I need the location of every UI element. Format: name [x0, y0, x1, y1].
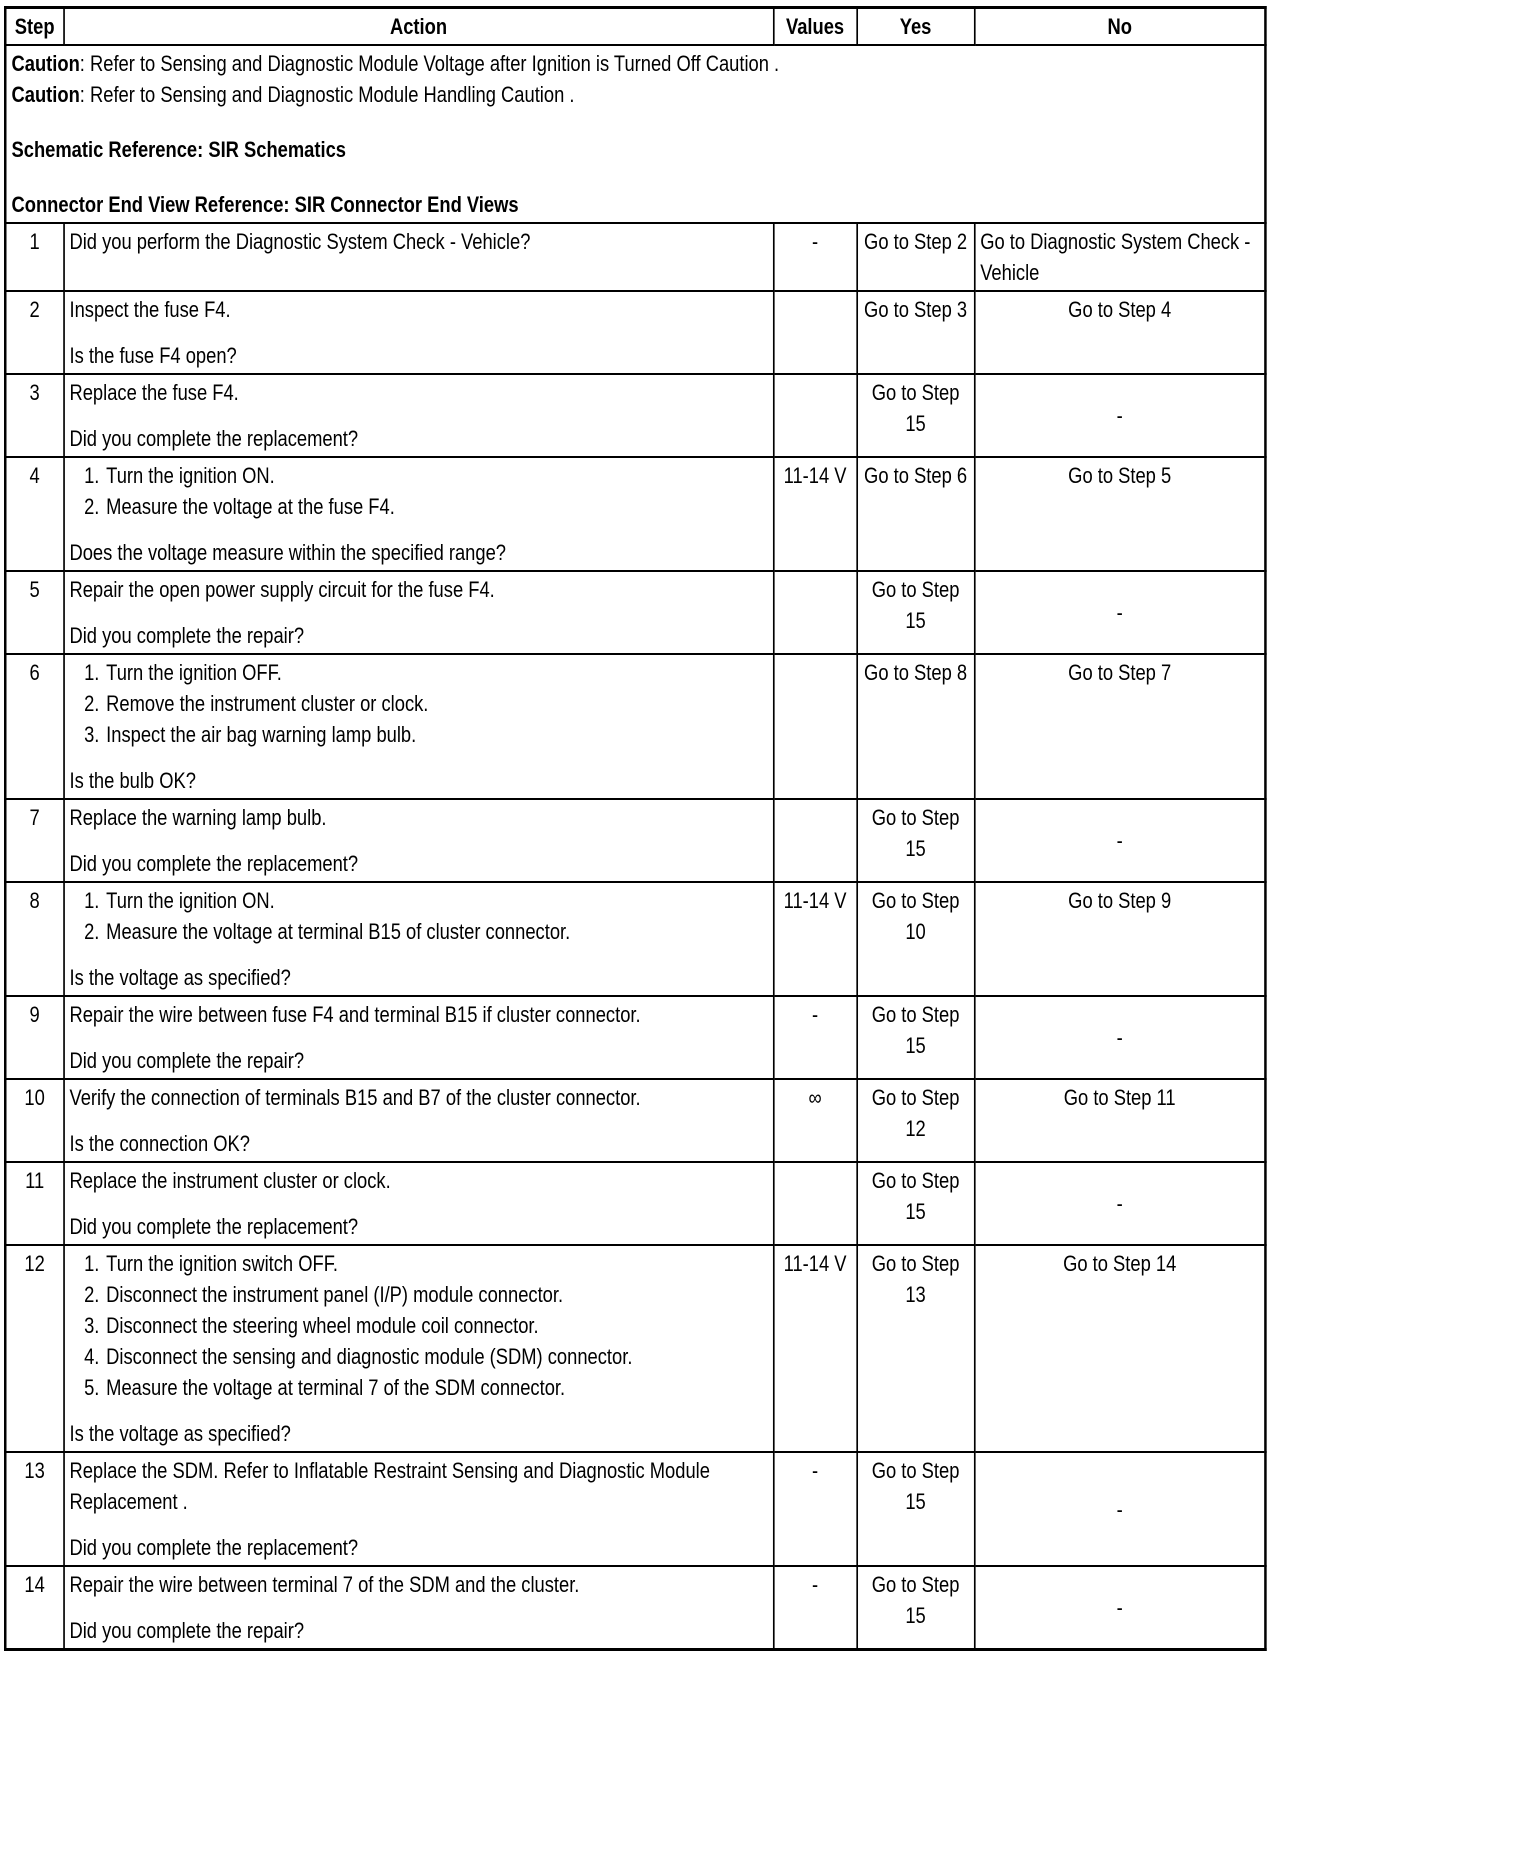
action-question: Is the connection OK? — [69, 1131, 251, 1156]
step-row — [5, 1452, 1265, 1566]
action-step: 2. Remove the instrument cluster or clock. — [104, 688, 767, 719]
action-cell — [64, 457, 774, 571]
yes-cell: Go to Step 13 — [857, 1245, 975, 1452]
step-row — [5, 223, 1265, 291]
yes-cell: Go to Step 2 — [857, 223, 975, 291]
value-cell: - — [773, 996, 856, 1079]
action-step: 2. Disconnect the instrument panel (I/P) module connector. — [104, 1279, 767, 1310]
action-question: Did you complete the replacement? — [69, 851, 359, 876]
step-number: 6 — [5, 654, 63, 799]
caution-line-2 — [12, 79, 1260, 110]
action-step: 2. Measure the voltage at terminal B15 of cluster connector. — [104, 916, 767, 947]
action-cell — [64, 996, 774, 1079]
action-cell — [64, 1452, 774, 1566]
action-step: 5. Measure the voltage at terminal 7 of the SDM connector. — [104, 1372, 767, 1403]
action-question: Is the fuse F4 open? — [69, 343, 237, 368]
no-cell: - — [974, 996, 1265, 1079]
no-cell: - — [974, 1566, 1265, 1650]
action-question: Did you complete the repair? — [69, 1048, 305, 1073]
step-number: 9 — [5, 996, 63, 1079]
no-cell: Go to Step 14 — [974, 1245, 1265, 1452]
step-row — [5, 654, 1265, 799]
action-steps — [69, 460, 767, 522]
action-question: Did you complete the repair? — [69, 623, 305, 648]
value-cell: 11-14 V — [773, 457, 856, 571]
yes-cell: Go to Step 15 — [857, 996, 975, 1079]
value-cell — [773, 1162, 856, 1245]
no-cell: Go to Step 4 — [974, 291, 1265, 374]
yes-cell: Go to Step 6 — [857, 457, 975, 571]
step-number: 4 — [5, 457, 63, 571]
schematic-reference: Schematic Reference: SIR Schematics — [11, 137, 347, 162]
header-step: Step — [5, 8, 63, 46]
action-step: 3. Inspect the air bag warning lamp bulb. — [104, 719, 767, 750]
no-cell: Go to Step 5 — [974, 457, 1265, 571]
action-cell — [64, 374, 774, 457]
step-number: 10 — [5, 1079, 63, 1162]
no-cell: - — [974, 374, 1265, 457]
action-question: Did you complete the replacement? — [69, 1214, 359, 1239]
diagnostic-table — [4, 6, 1267, 1651]
caution-text: : Refer to Sensing and Diagnostic Module Handling Caution . — [79, 82, 575, 107]
value-cell — [773, 374, 856, 457]
value-cell: - — [773, 223, 856, 291]
step-number: 13 — [5, 1452, 63, 1566]
step-row — [5, 571, 1265, 654]
step-row — [5, 1245, 1265, 1452]
yes-cell: Go to Step 12 — [857, 1079, 975, 1162]
yes-cell: Go to Step 8 — [857, 654, 975, 799]
no-cell: Go to Step 9 — [974, 882, 1265, 996]
action-steps — [69, 1248, 767, 1403]
action-text: Replace the SDM. Refer to Inflatable Restraint Sensing and Diagnostic Module Replacement . — [69, 1458, 710, 1514]
step-number: 8 — [5, 882, 63, 996]
no-cell: Go to Step 7 — [974, 654, 1265, 799]
no-cell: - — [974, 571, 1265, 654]
action-question: Did you complete the replacement? — [69, 426, 359, 451]
value-cell — [773, 571, 856, 654]
yes-cell: Go to Step 15 — [857, 571, 975, 654]
value-cell: 11-14 V — [773, 1245, 856, 1452]
action-step: 1. Turn the ignition switch OFF. — [104, 1248, 767, 1279]
yes-cell: Go to Step 3 — [857, 291, 975, 374]
action-step: 1. Turn the ignition ON. — [104, 885, 767, 916]
value-cell — [773, 799, 856, 882]
value-cell — [773, 291, 856, 374]
action-question: Did you complete the replacement? — [69, 1535, 359, 1560]
action-text: Replace the instrument cluster or clock. — [69, 1168, 391, 1193]
yes-cell: Go to Step 10 — [857, 882, 975, 996]
action-text: Inspect the fuse F4. — [69, 297, 231, 322]
step-number: 3 — [5, 374, 63, 457]
action-text: Repair the wire between fuse F4 and terminal B15 if cluster connector. — [69, 1002, 641, 1027]
action-text: Replace the warning lamp bulb. — [69, 805, 327, 830]
yes-cell: Go to Step 15 — [857, 1566, 975, 1650]
header-yes: Yes — [857, 8, 975, 46]
caution-text: : Refer to Sensing and Diagnostic Module Voltage after Ignition is Turned Off Caution . — [79, 51, 780, 76]
action-text: Did you perform the Diagnostic System Check - Vehicle? — [69, 229, 531, 254]
caution-label: Caution — [11, 51, 80, 76]
action-cell — [64, 654, 774, 799]
yes-cell: Go to Step 15 — [857, 799, 975, 882]
action-question: Does the voltage measure within the specified range? — [69, 540, 507, 565]
caution-line-1 — [12, 48, 1260, 79]
action-steps — [69, 657, 767, 750]
step-number: 12 — [5, 1245, 63, 1452]
header-no: No — [974, 8, 1265, 46]
diagnostic-table-container — [4, 6, 1264, 1651]
yes-cell: Go to Step 15 — [857, 1162, 975, 1245]
step-row — [5, 457, 1265, 571]
value-cell — [773, 654, 856, 799]
no-cell: - — [974, 1162, 1265, 1245]
action-cell — [64, 571, 774, 654]
action-question: Is the voltage as specified? — [69, 965, 291, 990]
caution-row — [5, 45, 1265, 223]
no-cell: - — [974, 799, 1265, 882]
action-step: 1. Turn the ignition ON. — [104, 460, 767, 491]
value-cell: - — [773, 1452, 856, 1566]
step-row — [5, 799, 1265, 882]
step-row — [5, 882, 1265, 996]
no-cell: Go to Diagnostic System Check - Vehicle — [974, 223, 1265, 291]
action-cell — [64, 1566, 774, 1650]
action-cell — [64, 291, 774, 374]
step-row — [5, 374, 1265, 457]
action-step: 1. Turn the ignition OFF. — [104, 657, 767, 688]
action-step: 3. Disconnect the steering wheel module coil connector. — [104, 1310, 767, 1341]
step-number: 7 — [5, 799, 63, 882]
connector-reference: Connector End View Reference: SIR Connector End Views — [11, 192, 519, 217]
action-question: Did you complete the repair? — [69, 1618, 305, 1643]
action-question: Is the voltage as specified? — [69, 1421, 291, 1446]
caution-cell — [5, 45, 1265, 223]
action-cell — [64, 882, 774, 996]
step-number: 11 — [5, 1162, 63, 1245]
step-number: 1 — [5, 223, 63, 291]
yes-cell: Go to Step 15 — [857, 1452, 975, 1566]
action-cell — [64, 799, 774, 882]
no-cell: Go to Step 11 — [974, 1079, 1265, 1162]
step-number: 5 — [5, 571, 63, 654]
action-cell — [64, 223, 774, 291]
caution-label: Caution — [11, 82, 80, 107]
step-row — [5, 1162, 1265, 1245]
step-row — [5, 291, 1265, 374]
step-number: 14 — [5, 1566, 63, 1650]
action-question: Is the bulb OK? — [69, 768, 196, 793]
no-cell: - — [974, 1452, 1265, 1566]
action-steps — [69, 885, 767, 947]
header-values: Values — [773, 8, 856, 46]
value-cell: - — [773, 1566, 856, 1650]
yes-cell: Go to Step 15 — [857, 374, 975, 457]
step-row — [5, 1566, 1265, 1650]
action-step: 2. Measure the voltage at the fuse F4. — [104, 491, 767, 522]
step-row — [5, 1079, 1265, 1162]
value-cell: 11-14 V — [773, 882, 856, 996]
action-cell — [64, 1245, 774, 1452]
header-action: Action — [64, 8, 774, 46]
action-cell — [64, 1079, 774, 1162]
action-text: Repair the wire between terminal 7 of the SDM and the cluster. — [69, 1572, 580, 1597]
action-text: Replace the fuse F4. — [69, 380, 239, 405]
header-row — [5, 8, 1265, 46]
action-text: Verify the connection of terminals B15 and B7 of the cluster connector. — [69, 1085, 641, 1110]
value-cell: ∞ — [773, 1079, 856, 1162]
step-number: 2 — [5, 291, 63, 374]
action-cell — [64, 1162, 774, 1245]
action-text: Repair the open power supply circuit for the fuse F4. — [69, 577, 495, 602]
step-row — [5, 996, 1265, 1079]
action-step: 4. Disconnect the sensing and diagnostic module (SDM) connector. — [104, 1341, 767, 1372]
